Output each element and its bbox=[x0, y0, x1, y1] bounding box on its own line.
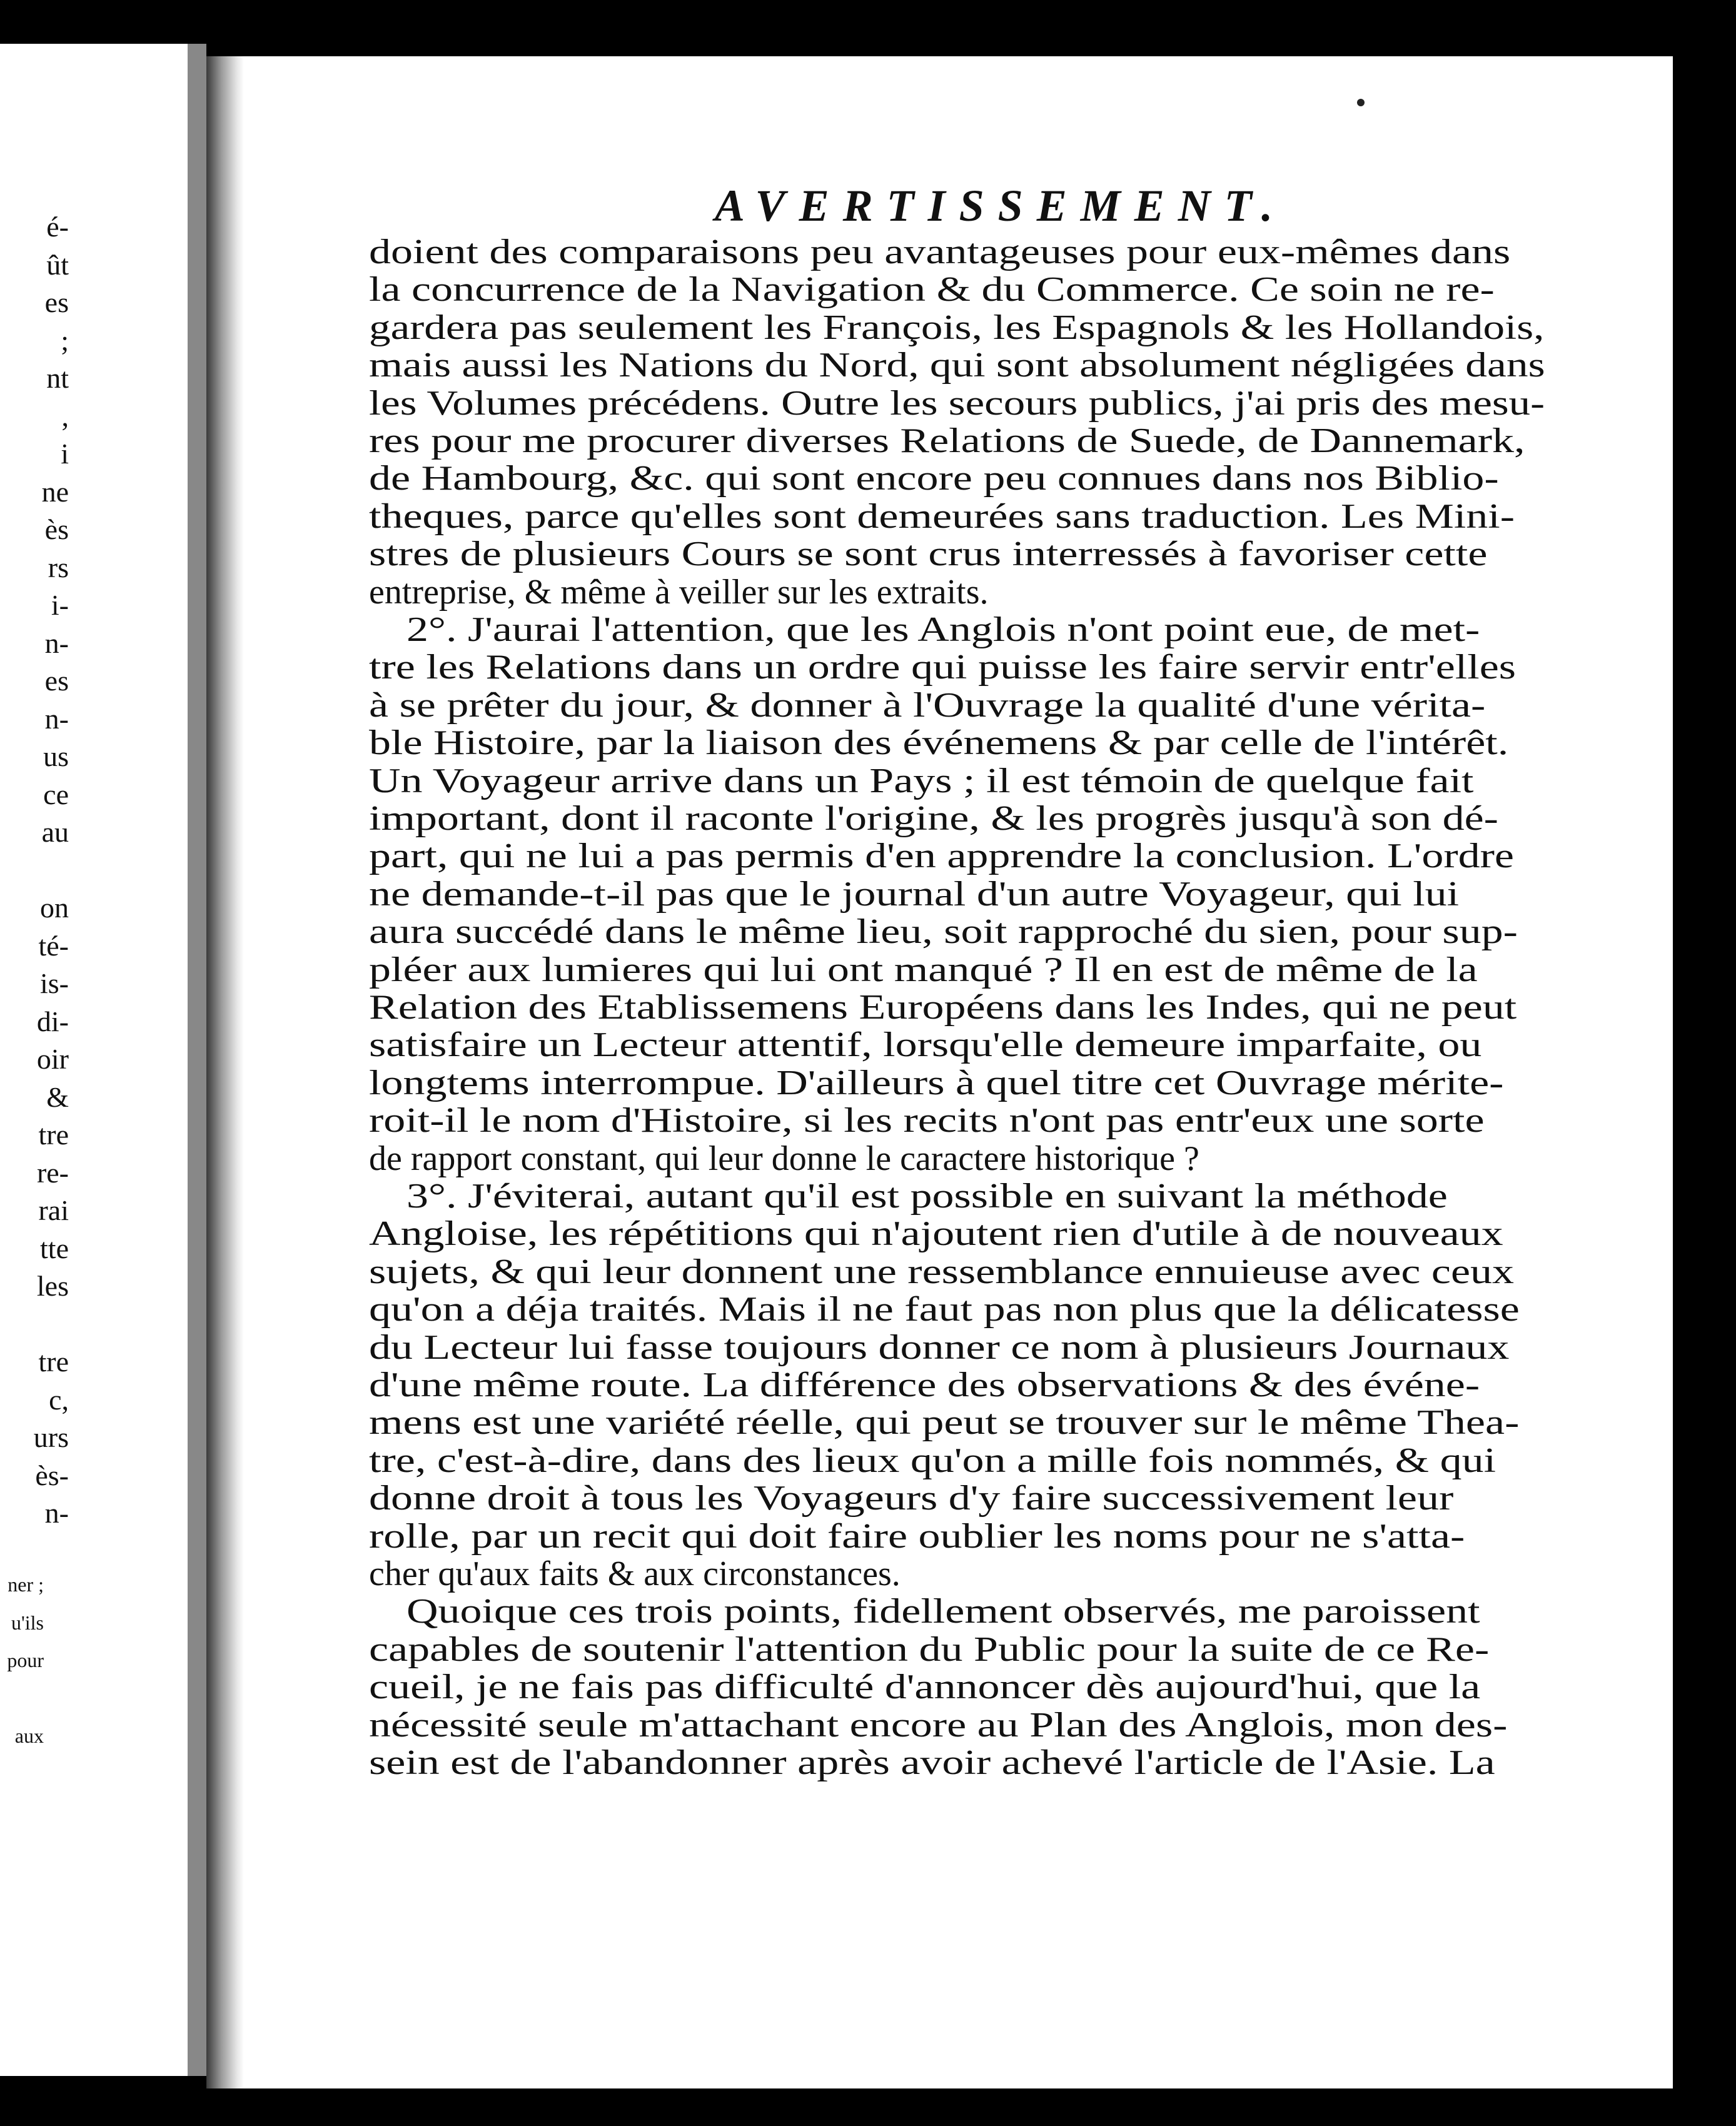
text-line: cher qu'aux faits & aux circonstances. bbox=[369, 1554, 901, 1593]
left-page-line-fragment: es bbox=[44, 665, 69, 697]
left-page-line-fragment: tre bbox=[38, 1119, 69, 1151]
text-line: Relation des Etablissemens Européens dans les Indes, qui ne peut bbox=[369, 988, 1517, 1027]
text-line: roit-il le nom d'Histoire, si les recits n'ont pas entr'eux une sorte bbox=[369, 1101, 1485, 1141]
text-line: mais aussi les Nations du Nord, qui sont absolument négligées dans bbox=[369, 346, 1545, 385]
text-line: d'une même route. La différence des observations & des événe- bbox=[369, 1366, 1480, 1404]
text-line: longtems interrompue. D'ailleurs à quel titre cet Ouvrage mérite- bbox=[369, 1063, 1504, 1102]
text-line: les Volumes précédens. Outre les secours publics, j'ai pris des mesu- bbox=[369, 383, 1545, 423]
text-line: doient des comparaisons peu avantageuses pour eux-mêmes dans bbox=[369, 233, 1511, 271]
left-page-line-fragment: re- bbox=[36, 1156, 69, 1189]
left-page-line-fragment: es bbox=[44, 286, 69, 318]
left-page-line-fragment: is- bbox=[40, 967, 69, 999]
text-line: satisfaire un Lecteur attentif, lorsqu'elle demeure imparfaite, ou bbox=[369, 1025, 1482, 1065]
left-page-line-fragment: les bbox=[36, 1270, 69, 1302]
left-page-line-fragment: di- bbox=[36, 1005, 69, 1037]
text-line: pléer aux lumieres qui lui ont manqué ? Il en est de même de la bbox=[369, 950, 1478, 989]
text-line: la concurrence de la Navigation & du Commerce. Ce soin ne re- bbox=[369, 270, 1495, 310]
text-line: mens est une variété réelle, qui peut se trouver sur le même Thea- bbox=[369, 1403, 1520, 1443]
left-page-line-fragment: nt bbox=[46, 362, 69, 394]
text-line: Un Voyageur arrive dans un Pays ; il est témoin de quelque fait bbox=[369, 761, 1474, 800]
left-page-line-fragment: aux bbox=[14, 1725, 44, 1747]
text-line: res pour me procurer diverses Relations de Suede, de Dannemark, bbox=[369, 421, 1525, 460]
text-line: ne demande-t-il pas que le journal d'un autre Voyageur, qui lui bbox=[369, 874, 1460, 914]
left-page-line-fragment: , bbox=[61, 400, 69, 432]
text-line: 3°. J'éviterai, autant qu'il est possible en suivant la méthode bbox=[406, 1177, 1448, 1216]
left-page-line-fragment: urs bbox=[33, 1421, 69, 1453]
text-line: à se prêter du jour, & donner à l'Ouvrage la qualité d'une vérita- bbox=[369, 685, 1486, 725]
left-page-line-fragment: tre bbox=[38, 1346, 69, 1378]
text-line: stres de plusieurs Cours se sont crus interressés à favoriser cette bbox=[369, 535, 1488, 574]
text-line: capables de soutenir l'attention du Public pour la suite de ce Re- bbox=[369, 1630, 1490, 1669]
text-line: Angloise, les répétitions qui n'ajoutent rien d'utile à de nouveaux bbox=[369, 1214, 1503, 1254]
text-line: sein est de l'abandonner après avoir achevé l'article de l'Asie. La bbox=[369, 1743, 1495, 1782]
left-page-line-fragment: ne bbox=[41, 475, 69, 508]
left-page-line-fragment: rs bbox=[48, 551, 69, 583]
left-page-line-fragment: i- bbox=[51, 589, 69, 621]
text-line: de rapport constant, qui leur donne le caractere historique ? bbox=[369, 1139, 1199, 1178]
text-line: tre les Relations dans un ordre qui puisse les faire servir entr'elles bbox=[369, 648, 1516, 687]
left-page-line-fragment: on bbox=[40, 892, 69, 924]
left-page-line-fragment: é- bbox=[46, 211, 69, 243]
left-page-line-fragment: n- bbox=[44, 702, 69, 735]
left-page-line-fragment: té- bbox=[38, 929, 69, 962]
left-page-line-fragment: i bbox=[61, 438, 69, 470]
text-line: theques, parce qu'elles sont demeurées sans traduction. Les Mini- bbox=[369, 496, 1515, 536]
running-title: AVERTISSEMENT. bbox=[714, 181, 1287, 231]
page-gutter-shadow bbox=[206, 56, 244, 2088]
left-page-line-fragment: oir bbox=[36, 1043, 69, 1075]
left-page-line-fragment: tte bbox=[40, 1232, 69, 1264]
left-page-line-fragment: u'ils bbox=[11, 1611, 44, 1634]
left-page-line-fragment: ès- bbox=[35, 1459, 69, 1491]
text-line: gardera pas seulement les François, les Espagnols & les Hollandois, bbox=[369, 308, 1545, 347]
text-line: sujets, & qui leur donnent une ressemblance ennuieuse avec ceux bbox=[369, 1252, 1515, 1291]
left-page-line-fragment: ner ; bbox=[8, 1573, 44, 1596]
text-line: rolle, par un recit qui doit faire oublier les noms pour ne s'atta- bbox=[369, 1516, 1465, 1556]
book-binding bbox=[188, 44, 206, 2076]
text-line: tre, c'est-à-dire, dans des lieux qu'on a mille fois nommés, & qui bbox=[369, 1441, 1496, 1480]
text-line: 2°. J'aurai l'attention, que les Anglois n'ont point eue, de met- bbox=[406, 610, 1480, 649]
text-line: du Lecteur lui fasse toujours donner ce nom à plusieurs Journaux bbox=[369, 1327, 1510, 1367]
left-page-edge bbox=[0, 44, 188, 2076]
text-line: cueil, je ne fais pas difficulté d'annoncer dès aujourd'hui, que la bbox=[369, 1668, 1481, 1707]
left-page-line-fragment: n- bbox=[44, 627, 69, 659]
text-line: qu'on a déja traités. Mais il ne faut pas non plus que la délicatesse bbox=[369, 1290, 1520, 1329]
text-line: important, dont il raconte l'origine, & les progrès jusqu'à son dé- bbox=[369, 799, 1498, 838]
left-page-line-fragment: & bbox=[46, 1081, 69, 1113]
left-page-line-fragment: pour bbox=[7, 1649, 44, 1671]
left-page-line-fragment: au bbox=[41, 816, 69, 848]
ink-speck bbox=[1357, 99, 1365, 106]
text-line: entreprise, & même à veiller sur les extraits. bbox=[369, 572, 989, 612]
right-page bbox=[244, 56, 1673, 2088]
left-page-line-fragment: ; bbox=[61, 324, 69, 356]
left-page-line-fragment: ce bbox=[43, 778, 69, 810]
text-line: nécessité seule m'attachant encore au Plan des Anglois, mon des- bbox=[369, 1705, 1508, 1745]
left-page-line-fragment: ès bbox=[44, 513, 69, 545]
left-page-line-fragment: n- bbox=[44, 1497, 69, 1529]
left-page-line-fragment: rai bbox=[38, 1194, 69, 1226]
text-line: Quoique ces trois points, fidellement observés, me paroissent bbox=[406, 1592, 1480, 1631]
left-page-line-fragment: c, bbox=[49, 1383, 69, 1416]
text-line: donne droit à tous les Voyageurs d'y faire successivement leur bbox=[369, 1479, 1454, 1518]
text-line: part, qui ne lui a pas permis d'en apprendre la conclusion. L'ordre bbox=[369, 837, 1515, 876]
text-line: aura succédé dans le même lieu, soit rapproché du sien, pour sup- bbox=[369, 912, 1518, 952]
text-line: de Hambourg, &c. qui sont encore peu connues dans nos Biblio- bbox=[369, 459, 1499, 498]
left-page-line-fragment: ût bbox=[46, 248, 69, 281]
text-line: ble Histoire, par la liaison des événemens & par celle de l'intérêt. bbox=[369, 723, 1509, 763]
left-page-line-fragment: us bbox=[43, 740, 69, 772]
